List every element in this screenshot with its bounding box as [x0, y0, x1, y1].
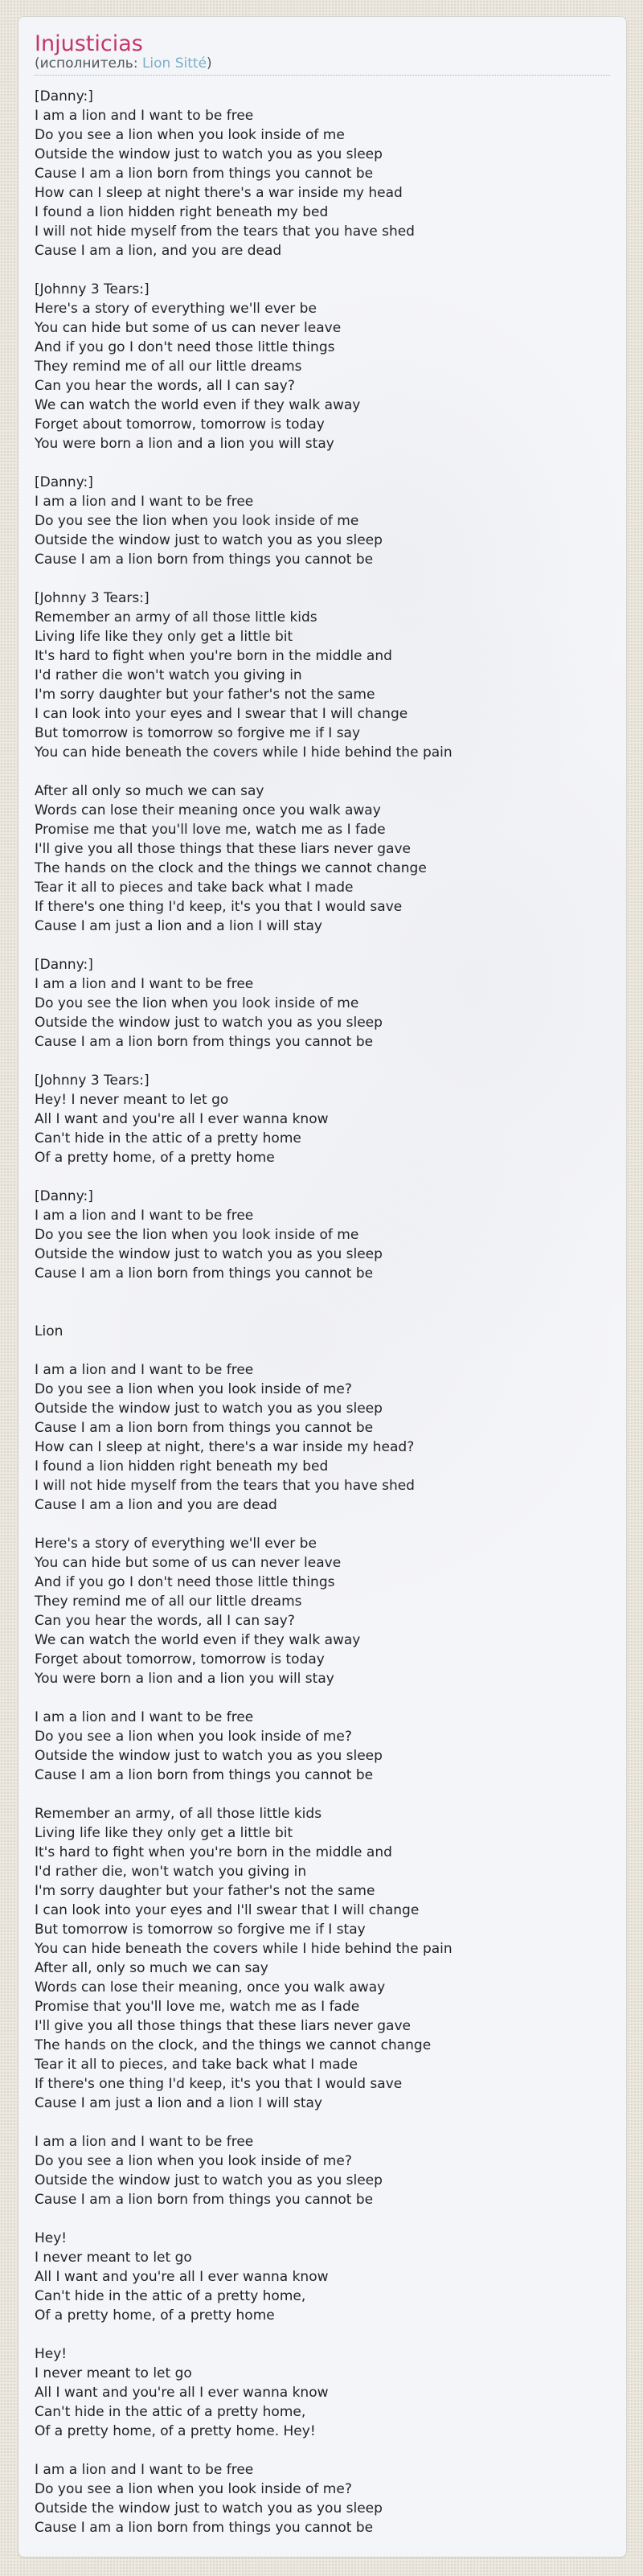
lyric-line: Tear it all to pieces, and take back what I made	[35, 2057, 358, 2073]
blank-line	[35, 1302, 610, 1322]
lyric-line: I am a lion and I want to be free	[35, 108, 254, 124]
lyric-line: I'm sorry daughter but your father's not the same	[35, 687, 375, 703]
lyric-line: Can you hear the words, all I can say?	[35, 1613, 295, 1629]
lyric-line: Forget about tomorrow, tomorrow is today	[35, 416, 325, 433]
artist-line	[35, 55, 610, 76]
lyric-line: I'd rather die, won't watch you giving in	[35, 1864, 307, 1880]
lyric-line: You can hide beneath the covers while I hide behind the pain	[35, 744, 453, 761]
lyric-line: [Danny:]	[35, 88, 93, 105]
lyric-line: Promise me that you'll love me, watch me as I fade	[35, 822, 386, 838]
lyric-line: All I want and you're all I ever wanna know	[35, 2385, 329, 2401]
lyric-line: Here's a story of everything we'll ever be	[35, 301, 317, 317]
lyric-line: Lion	[35, 1323, 63, 1339]
lyric-line: I'll give you all those things that these liars never gave	[35, 2018, 411, 2034]
lyric-line: [Johnny 3 Tears:]	[35, 1073, 149, 1089]
lyric-line: Cause I am a lion and you are dead	[35, 1497, 277, 1513]
lyric-line: After all only so much we can say	[35, 783, 264, 799]
lyric-line: It's hard to fight when you're born in the middle and	[35, 1844, 392, 1860]
lyric-line: Cause I am a lion born from things you cannot be	[35, 1034, 374, 1050]
lyric-line: Cause I am a lion, and you are dead	[35, 243, 282, 259]
lyric-line: Tear it all to pieces and take back what I made	[35, 880, 354, 896]
lyric-line: I'll give you all those things that these liars never gave	[35, 841, 411, 857]
lyric-line: Cause I am a lion born from things you cannot be	[35, 1265, 374, 1282]
lyric-line: And if you go I don't need those little things	[35, 1574, 335, 1590]
lyric-line: After all, only so much we can say	[35, 1960, 268, 1976]
blank-line	[35, 1052, 610, 1071]
lyric-line: It's hard to fight when you're born in the middle and	[35, 648, 392, 664]
lyric-line: I am a lion and I want to be free	[35, 2462, 254, 2478]
lyric-line: Living life like they only get a little bit	[35, 629, 293, 645]
lyric-line: Cause I am a lion born from things you cannot be	[35, 2520, 374, 2536]
lyric-line: You can hide but some of us can never leave	[35, 320, 342, 336]
lyric-line: Do you see a lion when you look inside of me?	[35, 2153, 352, 2169]
lyric-line: I found a lion hidden right beneath my bed	[35, 204, 329, 220]
lyric-line: Outside the window just to watch you as you sleep	[35, 1401, 383, 1417]
blank-line	[35, 1167, 610, 1187]
lyric-line: [Danny:]	[35, 1188, 93, 1204]
blank-line	[35, 1341, 610, 1360]
lyric-line: I can look into your eyes and I'll swear that I will change	[35, 1902, 420, 1918]
lyric-line: They remind me of all our little dreams	[35, 1594, 302, 1610]
blank-line	[35, 1283, 610, 1302]
lyric-line: The hands on the clock, and the things we cannot change	[35, 2037, 432, 2053]
lyric-line: All I want and you're all I ever wanna know	[35, 1111, 329, 1127]
lyric-line: You were born a lion and a lion you will stay	[35, 1671, 334, 1687]
lyric-line: Of a pretty home, of a pretty home. Hey!	[35, 2423, 316, 2439]
blank-line	[35, 569, 610, 589]
lyric-line: How can I sleep at night there's a war inside my head	[35, 185, 403, 201]
lyric-line: Forget about tomorrow, tomorrow is today	[35, 1651, 325, 1667]
lyric-line: I found a lion hidden right beneath my bed	[35, 1458, 329, 1475]
lyric-line: [Danny:]	[35, 957, 93, 973]
lyric-line: Hey!	[35, 2230, 68, 2246]
lyric-line: Can you hear the words, all I can say?	[35, 378, 295, 394]
lyric-line: Living life like they only get a little bit	[35, 1825, 293, 1841]
lyric-line: Do you see a lion when you look inside of me	[35, 127, 345, 143]
lyric-line: Outside the window just to watch you as you sleep	[35, 2500, 383, 2517]
artist-label-close: )	[207, 55, 212, 72]
lyric-line: Do you see the lion when you look inside of me	[35, 513, 359, 529]
lyric-line: I never meant to let go	[35, 2365, 192, 2381]
lyric-line: I'm sorry daughter but your father's not the same	[35, 1883, 375, 1899]
lyric-line: Here's a story of everything we'll ever be	[35, 1536, 317, 1552]
lyric-line: Do you see the lion when you look inside of me	[35, 995, 359, 1011]
lyric-line: You can hide but some of us can never leave	[35, 1555, 342, 1571]
lyric-line: How can I sleep at night, there's a war inside my head?	[35, 1439, 415, 1455]
lyric-line: I am a lion and I want to be free	[35, 2134, 254, 2150]
lyric-line: [Johnny 3 Tears:]	[35, 281, 149, 297]
lyric-line: [Johnny 3 Tears:]	[35, 590, 149, 606]
lyric-line: Cause I am a lion born from things you cannot be	[35, 552, 374, 568]
lyric-line: If there's one thing I'd keep, it's you that I would save	[35, 2076, 403, 2092]
lyric-line: Cause I am just a lion and a lion I will stay	[35, 918, 322, 934]
lyric-line: You were born a lion and a lion you will stay	[35, 436, 334, 452]
lyric-line: Outside the window just to watch you as you sleep	[35, 2172, 383, 2188]
lyric-line: Words can lose their meaning once you walk away	[35, 802, 381, 818]
lyric-line: I am a lion and I want to be free	[35, 1709, 254, 1725]
lyric-line: They remind me of all our little dreams	[35, 359, 302, 375]
lyric-line: I will not hide myself from the tears that you have shed	[35, 224, 415, 240]
blank-line	[35, 2113, 610, 2132]
lyric-line: Cause I am a lion born from things you cannot be	[35, 2192, 374, 2208]
lyric-line: Can't hide in the attic of a pretty home,	[35, 2288, 306, 2304]
lyric-line: Remember an army of all those little kids	[35, 609, 317, 626]
lyric-line: I will not hide myself from the tears that you have shed	[35, 1478, 415, 1494]
lyric-line: I am a lion and I want to be free	[35, 976, 254, 992]
artist-link[interactable]: Lion Sitté	[141, 55, 207, 72]
blank-line	[35, 1688, 610, 1708]
lyric-line: Cause I am just a lion and a lion I will stay	[35, 2095, 322, 2111]
lyric-line: I never meant to let go	[35, 2250, 192, 2266]
lyric-line: I am a lion and I want to be free	[35, 1208, 254, 1224]
lyric-line: Outside the window just to watch you as you sleep	[35, 1246, 383, 1262]
lyric-line: But tomorrow is tomorrow so forgive me if I stay	[35, 1922, 366, 1938]
lyric-line: We can watch the world even if they walk away	[35, 1632, 361, 1648]
lyric-line: [Danny:]	[35, 474, 93, 490]
lyric-line: Promise that you'll love me, watch me as I fade	[35, 1999, 360, 2015]
lyric-line: Cause I am a lion born from things you cannot be	[35, 166, 374, 182]
lyric-line: Cause I am a lion born from things you cannot be	[35, 1767, 374, 1783]
lyric-line: The hands on the clock and the things we cannot change	[35, 860, 427, 876]
lyric-line: I can look into your eyes and I swear that I will change	[35, 706, 408, 722]
lyric-line: I am a lion and I want to be free	[35, 1362, 254, 1378]
lyric-line: Outside the window just to watch you as you sleep	[35, 532, 383, 548]
lyric-line: Cause I am a lion born from things you cannot be	[35, 1420, 374, 1436]
lyrics-panel	[18, 16, 627, 2558]
lyric-line: Can't hide in the attic of a pretty home	[35, 1130, 301, 1146]
blank-line	[35, 260, 610, 280]
lyric-line: Remember an army, of all those little kids	[35, 1806, 322, 1822]
lyric-line: All I want and you're all I ever wanna know	[35, 2269, 329, 2285]
lyric-line: Outside the window just to watch you as you sleep	[35, 1015, 383, 1031]
blank-line	[35, 936, 610, 955]
blank-line	[35, 453, 610, 473]
lyric-line: Outside the window just to watch you as you sleep	[35, 1748, 383, 1764]
lyric-line: I'd rather die won't watch you giving in	[35, 667, 302, 683]
lyric-line: Do you see a lion when you look inside of me?	[35, 1381, 352, 1397]
lyric-line: I am a lion and I want to be free	[35, 494, 254, 510]
lyric-line: Can't hide in the attic of a pretty home,	[35, 2404, 306, 2420]
artist-label: (исполнитель:	[35, 55, 142, 72]
lyric-line: Do you see a lion when you look inside of me?	[35, 1729, 352, 1745]
lyric-line: Do you see a lion when you look inside of me?	[35, 2481, 352, 2497]
lyrics-text	[35, 87, 610, 2537]
lyric-line: But tomorrow is tomorrow so forgive me if I say	[35, 725, 361, 741]
lyric-line: We can watch the world even if they walk away	[35, 397, 361, 413]
blank-line	[35, 2441, 610, 2460]
blank-line	[35, 1785, 610, 1804]
lyric-line: Outside the window just to watch you as you sleep	[35, 146, 383, 162]
lyric-line: You can hide beneath the covers while I hide behind the pain	[35, 1941, 453, 1957]
page-title: Injusticias	[35, 31, 143, 56]
lyric-line: Of a pretty home, of a pretty home	[35, 2307, 275, 2324]
blank-line	[35, 1515, 610, 1534]
lyric-line: If there's one thing I'd keep, it's you that I would save	[35, 899, 403, 915]
blank-line	[35, 2325, 610, 2344]
lyric-line: Hey!	[35, 2346, 68, 2362]
blank-line	[35, 762, 610, 781]
lyric-line: Hey! I never meant to let go	[35, 1092, 229, 1108]
lyric-line: And if you go I don't need those little things	[35, 339, 335, 355]
lyric-line: Of a pretty home, of a pretty home	[35, 1150, 275, 1166]
lyric-line: Do you see the lion when you look inside of me	[35, 1227, 359, 1243]
lyric-line: Words can lose their meaning, once you walk away	[35, 1979, 386, 1996]
blank-line	[35, 2209, 610, 2229]
